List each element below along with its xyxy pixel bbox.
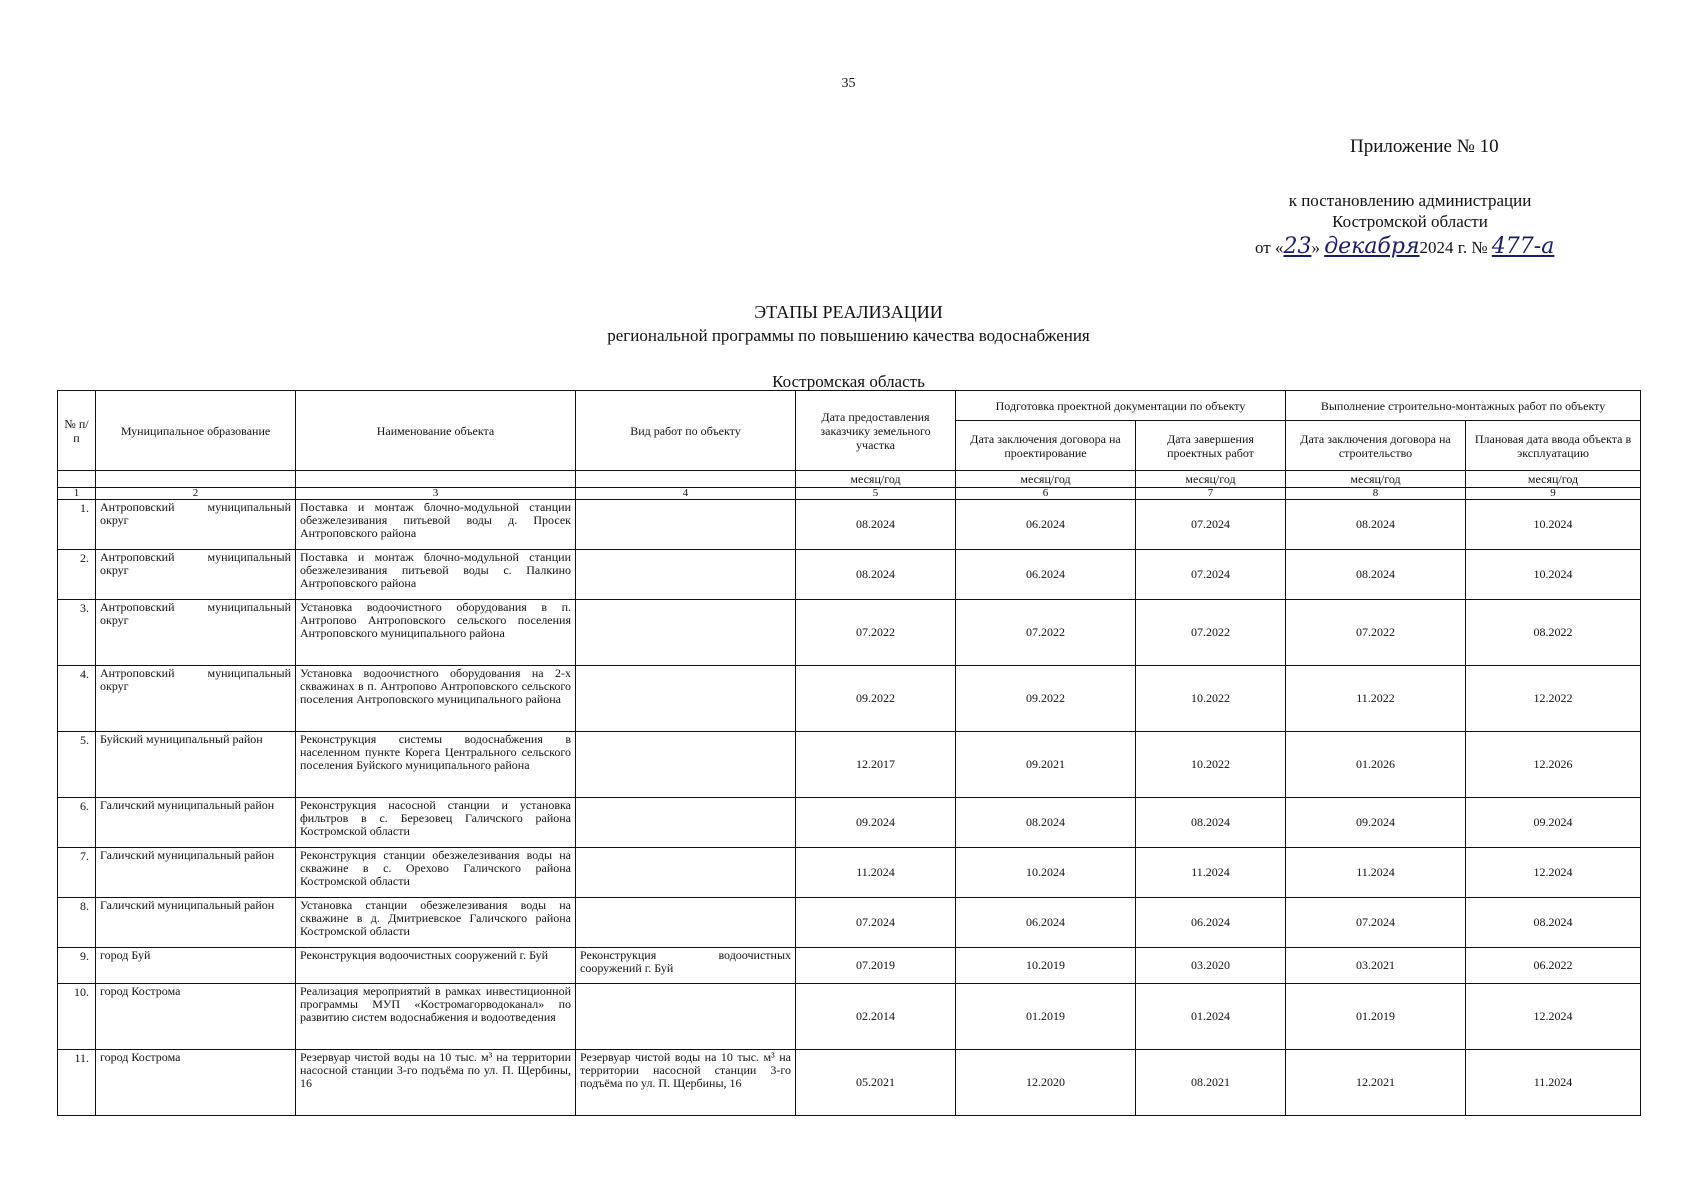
column-number: 6 <box>956 488 1136 500</box>
object-name-cell: Реализация мероприятий в рамках инвестиционной программы МУП «Костромагорводоканал» по развитию систем водоснабжения и водоотведения <box>296 984 576 1050</box>
design-end-date-cell: 07.2024 <box>1136 550 1286 600</box>
land-date-cell: 02.2014 <box>796 984 956 1050</box>
design-end-date-cell: 03.2020 <box>1136 948 1286 984</box>
design-contract-date-cell: 08.2024 <box>956 798 1136 848</box>
build-contract-date-cell: 12.2021 <box>1286 1050 1466 1116</box>
commission-date-cell: 09.2024 <box>1466 798 1641 848</box>
commission-date-cell: 12.2022 <box>1466 666 1641 732</box>
municipality-cell: Антроповский муниципальный округ <box>96 500 296 550</box>
commission-date-cell: 06.2022 <box>1466 948 1641 984</box>
appendix-title: Приложение № 10 <box>1350 136 1499 157</box>
build-contract-date-cell: 08.2024 <box>1286 550 1466 600</box>
stages-table <box>57 390 1641 1116</box>
decree-date <box>1255 234 1554 259</box>
header-design-contract: Дата заключения договора на проектирование <box>956 421 1136 471</box>
column-number: 7 <box>1136 488 1286 500</box>
object-name-cell: Реконструкция водоочистных сооружений г. Буй <box>296 948 576 984</box>
build-contract-date-cell: 11.2024 <box>1286 848 1466 898</box>
work-type-cell <box>576 600 796 666</box>
build-contract-date-cell: 07.2022 <box>1286 600 1466 666</box>
commission-date-cell: 11.2024 <box>1466 1050 1641 1116</box>
commission-date-cell: 12.2024 <box>1466 984 1641 1050</box>
row-number: 1. <box>58 500 96 550</box>
municipality-cell: Антроповский муниципальный округ <box>96 550 296 600</box>
object-name-cell: Реконструкция насосной станции и установка фильтров в с. Березовец Галичского района Костромской области <box>296 798 576 848</box>
land-date-cell: 09.2022 <box>796 666 956 732</box>
land-date-cell: 08.2024 <box>796 500 956 550</box>
build-contract-date-cell: 08.2024 <box>1286 500 1466 550</box>
object-name-cell: Установка станции обезжелезивания воды на скважине в д. Дмитриевское Галичского района Костромской области <box>296 898 576 948</box>
header-land-date: Дата предоставления заказчику земельного участка <box>796 391 956 471</box>
table-row <box>58 500 1641 550</box>
header-object: Наименование объекта <box>296 391 576 471</box>
header-design-end: Дата завершения проектных работ <box>1136 421 1286 471</box>
commission-date-cell: 12.2024 <box>1466 848 1641 898</box>
municipality-cell: город Кострома <box>96 1050 296 1116</box>
column-number: 8 <box>1286 488 1466 500</box>
design-contract-date-cell: 06.2024 <box>956 550 1136 600</box>
design-contract-date-cell: 09.2021 <box>956 732 1136 798</box>
municipality-cell: Галичский муниципальный район <box>96 898 296 948</box>
region-title: Костромская область <box>772 372 925 391</box>
work-type-cell <box>576 984 796 1050</box>
row-number: 6. <box>58 798 96 848</box>
table-row <box>58 550 1641 600</box>
design-contract-date-cell: 09.2022 <box>956 666 1136 732</box>
design-end-date-cell: 11.2024 <box>1136 848 1286 898</box>
column-number-row <box>58 488 1641 500</box>
page-number: 35 <box>841 76 856 91</box>
work-type-cell <box>576 550 796 600</box>
municipality-cell: город Буй <box>96 948 296 984</box>
decree-reference <box>1230 190 1590 232</box>
decree-year: 2024 г. № <box>1419 238 1488 257</box>
object-name-cell: Реконструкция системы водоснабжения в населенном пункте Корега Центрального сельского поселения Буйского муниципального района <box>296 732 576 798</box>
column-number: 3 <box>296 488 576 500</box>
decree-line-1: к постановлению администрации <box>1288 191 1532 210</box>
municipality-cell: Галичский муниципальный район <box>96 848 296 898</box>
land-date-cell: 07.2019 <box>796 948 956 984</box>
table-row <box>58 798 1641 848</box>
commission-date-cell: 12.2026 <box>1466 732 1641 798</box>
design-contract-date-cell: 01.2019 <box>956 984 1136 1050</box>
row-number: 9. <box>58 948 96 984</box>
build-contract-date-cell: 01.2026 <box>1286 732 1466 798</box>
stages-table-wrapper <box>57 390 1640 1116</box>
table-row <box>58 984 1641 1050</box>
column-number: 9 <box>1466 488 1641 500</box>
column-number: 5 <box>796 488 956 500</box>
object-name-cell: Поставка и монтаж блочно-модульной станции обезжелезивания питьевой воды д. Просек Антроповского района <box>296 500 576 550</box>
design-contract-date-cell: 10.2019 <box>956 948 1136 984</box>
unit-label: месяц/год <box>1466 471 1641 488</box>
table-row <box>58 848 1641 898</box>
build-contract-date-cell: 11.2022 <box>1286 666 1466 732</box>
design-end-date-cell: 07.2022 <box>1136 600 1286 666</box>
work-type-cell: Резервуар чистой воды на 10 тыс. м³ на территории насосной станции 3-го подъёма по ул. П. Щербины, 16 <box>576 1050 796 1116</box>
municipality-cell: Антроповский муниципальный округ <box>96 600 296 666</box>
municipality-cell: город Кострома <box>96 984 296 1050</box>
table-row <box>58 666 1641 732</box>
commission-date-cell: 10.2024 <box>1466 550 1641 600</box>
decree-mid: » <box>1311 238 1320 257</box>
unit-label: месяц/год <box>956 471 1136 488</box>
decree-day: 23 <box>1283 234 1312 259</box>
row-number: 5. <box>58 732 96 798</box>
work-type-cell <box>576 732 796 798</box>
land-date-cell: 05.2021 <box>796 1050 956 1116</box>
column-number: 2 <box>96 488 296 500</box>
commission-date-cell: 08.2022 <box>1466 600 1641 666</box>
municipality-cell: Буйский муниципальный район <box>96 732 296 798</box>
land-date-cell: 07.2022 <box>796 600 956 666</box>
work-type-cell <box>576 500 796 550</box>
unit-label: месяц/год <box>796 471 956 488</box>
row-number: 11. <box>58 1050 96 1116</box>
header-num: № п/п <box>58 391 96 471</box>
table-row <box>58 948 1641 984</box>
work-type-cell <box>576 666 796 732</box>
commission-date-cell: 08.2024 <box>1466 898 1641 948</box>
build-contract-date-cell: 03.2021 <box>1286 948 1466 984</box>
unit-label: месяц/год <box>1286 471 1466 488</box>
build-contract-date-cell: 07.2024 <box>1286 898 1466 948</box>
commission-date-cell: 10.2024 <box>1466 500 1641 550</box>
work-type-cell <box>576 898 796 948</box>
table-row <box>58 898 1641 948</box>
municipality-cell: Антроповский муниципальный округ <box>96 666 296 732</box>
design-end-date-cell: 08.2021 <box>1136 1050 1286 1116</box>
work-type-cell <box>576 798 796 848</box>
table-row <box>58 732 1641 798</box>
row-number: 7. <box>58 848 96 898</box>
header-work-type: Вид работ по объекту <box>576 391 796 471</box>
land-date-cell: 12.2017 <box>796 732 956 798</box>
unit-label: месяц/год <box>1136 471 1286 488</box>
row-number: 4. <box>58 666 96 732</box>
table-body <box>58 500 1641 1116</box>
decree-prefix: от « <box>1255 238 1284 257</box>
design-contract-date-cell: 10.2024 <box>956 848 1136 898</box>
design-end-date-cell: 07.2024 <box>1136 500 1286 550</box>
row-number: 10. <box>58 984 96 1050</box>
design-contract-date-cell: 07.2022 <box>956 600 1136 666</box>
land-date-cell: 11.2024 <box>796 848 956 898</box>
header-commission: Плановая дата ввода объекта в эксплуатацию <box>1466 421 1641 471</box>
document-title: ЭТАПЫ РЕАЛИЗАЦИИ <box>754 302 943 322</box>
decree-month: декабря <box>1324 234 1420 259</box>
build-contract-date-cell: 09.2024 <box>1286 798 1466 848</box>
design-end-date-cell: 01.2024 <box>1136 984 1286 1050</box>
decree-number: 477-а <box>1491 234 1555 259</box>
object-name-cell: Установка водоочистного оборудования на 2-х скважинах в п. Антропово Антроповского сельского поселения Антроповского муниципального района <box>296 666 576 732</box>
design-end-date-cell: 08.2024 <box>1136 798 1286 848</box>
object-name-cell: Резервуар чистой воды на 10 тыс. м³ на территории насосной станции 3-го подъёма по ул. П. Щербины, 16 <box>296 1050 576 1116</box>
work-type-cell <box>576 848 796 898</box>
land-date-cell: 08.2024 <box>796 550 956 600</box>
object-name-cell: Реконструкция станции обезжелезивания воды на скважине в с. Орехово Галичского района Костромской области <box>296 848 576 898</box>
design-contract-date-cell: 06.2024 <box>956 898 1136 948</box>
row-number: 3. <box>58 600 96 666</box>
row-number: 8. <box>58 898 96 948</box>
design-end-date-cell: 10.2022 <box>1136 732 1286 798</box>
column-number: 1 <box>58 488 96 500</box>
table-row <box>58 600 1641 666</box>
header-municipality: Муниципальное образование <box>96 391 296 471</box>
object-name-cell: Установка водоочистного оборудования в п. Антропово Антроповского сельского поселения Антроповского муниципального района <box>296 600 576 666</box>
land-date-cell: 07.2024 <box>796 898 956 948</box>
design-contract-date-cell: 06.2024 <box>956 500 1136 550</box>
object-name-cell: Поставка и монтаж блочно-модульной станции обезжелезивания питьевой воды с. Палкино Антроповского района <box>296 550 576 600</box>
header-build-contract: Дата заключения договора на строительство <box>1286 421 1466 471</box>
header-design-group: Подготовка проектной документации по объекту <box>956 391 1286 421</box>
design-end-date-cell: 06.2024 <box>1136 898 1286 948</box>
work-type-cell: Реконструкция водоочистных сооружений г. Буй <box>576 948 796 984</box>
decree-line-2: Костромской области <box>1332 212 1488 231</box>
column-number: 4 <box>576 488 796 500</box>
header-build-group: Выполнение строительно-монтажных работ по объекту <box>1286 391 1641 421</box>
row-number: 2. <box>58 550 96 600</box>
land-date-cell: 09.2024 <box>796 798 956 848</box>
build-contract-date-cell: 01.2019 <box>1286 984 1466 1050</box>
document-subtitle: региональной программы по повышению качества водоснабжения <box>607 326 1090 345</box>
municipality-cell: Галичский муниципальный район <box>96 798 296 848</box>
table-row <box>58 1050 1641 1116</box>
design-contract-date-cell: 12.2020 <box>956 1050 1136 1116</box>
design-end-date-cell: 10.2022 <box>1136 666 1286 732</box>
